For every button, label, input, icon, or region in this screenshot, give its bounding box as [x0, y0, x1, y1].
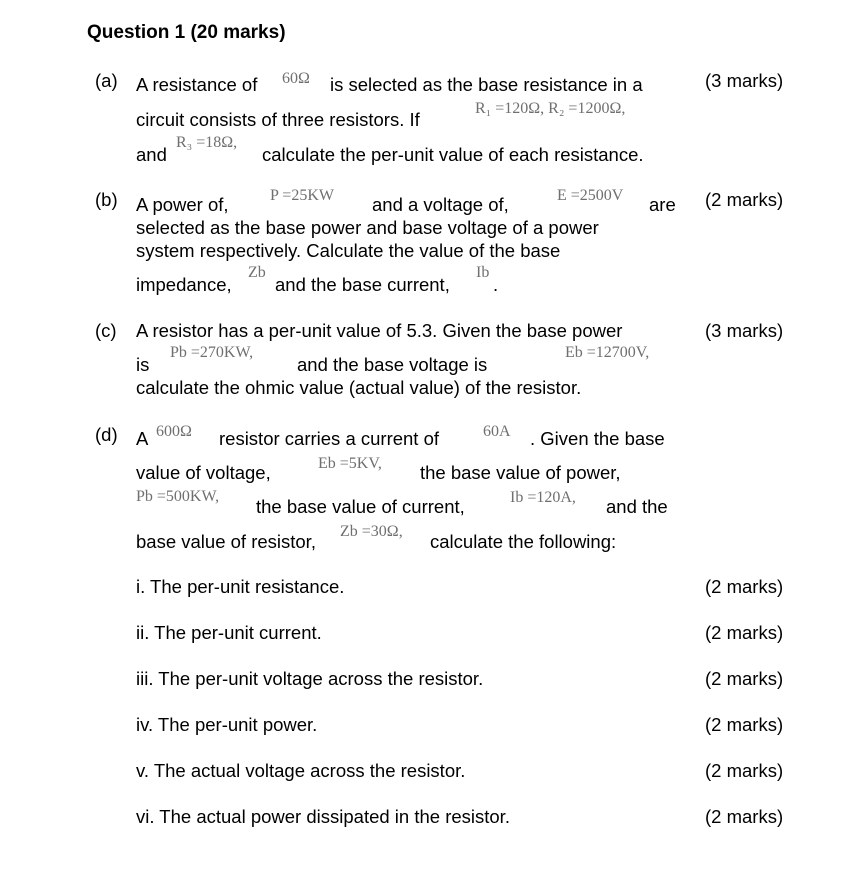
part-c-label: (c) — [95, 320, 117, 341]
part-c-math: Pb =270KW, — [170, 344, 254, 361]
sub-item-text: iii. The per-unit voltage across the resistor. — [136, 668, 484, 689]
sub-item-marks: (2 marks) — [705, 668, 784, 689]
sub-item-text: v. The actual voltage across the resistor. — [136, 760, 466, 781]
part-d-text: the base value of current, — [256, 496, 465, 517]
part-a-text: circuit consists of three resistors. If — [136, 109, 420, 130]
part-d-math: Eb =5KV, — [318, 455, 382, 472]
sub-item-marks: (2 marks) — [705, 576, 784, 597]
part-a-marks: (3 marks) — [705, 70, 784, 91]
sub-item-text: i. The per-unit resistance. — [136, 576, 345, 597]
part-a-label: (a) — [95, 70, 118, 91]
part-b-text: . — [493, 274, 499, 295]
part-b-text: impedance, — [136, 274, 232, 295]
part-a-text: and — [136, 144, 167, 165]
part-a-math: 60Ω — [282, 70, 310, 87]
page-title: Question 1 (20 marks) — [87, 22, 286, 43]
part-d-text: calculate the following: — [430, 531, 617, 552]
part-d-text: value of voltage, — [136, 462, 271, 483]
part-c-marks: (3 marks) — [705, 320, 784, 341]
part-a-text: calculate the per-unit value of each resistance. — [262, 144, 644, 165]
part-d-text: . Given the base — [530, 428, 665, 449]
sub-item-text: ii. The per-unit current. — [136, 622, 322, 643]
part-d-text: and the — [606, 496, 668, 517]
part-b-math: P =25KW — [270, 187, 334, 204]
part-c-math: Eb =12700V, — [565, 344, 650, 361]
sub-item-marks: (2 marks) — [705, 622, 784, 643]
part-b-marks: (2 marks) — [705, 189, 784, 210]
part-d-text: resistor carries a current of — [219, 428, 440, 449]
part-d-text: base value of resistor, — [136, 531, 316, 552]
part-c-text: is — [136, 354, 150, 375]
part-b-text: are — [649, 194, 676, 215]
part-d-math: Ib =120A, — [510, 489, 576, 506]
part-c-text: calculate the ohmic value (actual value) of the resistor. — [136, 377, 582, 398]
sub-item-marks: (2 marks) — [705, 760, 784, 781]
part-b-text: system respectively. Calculate the value of the base — [136, 240, 561, 261]
sub-item-text: vi. The actual power dissipated in the resistor. — [136, 806, 510, 827]
part-c-text: and the base voltage is — [297, 354, 488, 375]
part-d-math: 600Ω — [156, 423, 192, 440]
part-b-text: and a voltage of, — [372, 194, 509, 215]
part-c-text: A resistor has a per-unit value of 5.3. Given the base power — [136, 320, 623, 341]
sub-item-marks: (2 marks) — [705, 806, 784, 827]
part-a-math: R₁ =120Ω, R₂ =1200Ω, — [475, 100, 626, 117]
part-b-label: (b) — [95, 189, 118, 210]
part-a-text: is selected as the base resistance in a — [330, 74, 643, 95]
part-b-math: Ib — [476, 264, 490, 281]
part-d-text: the base value of power, — [420, 462, 621, 483]
part-d-math: Zb =30Ω, — [340, 523, 403, 540]
part-b-math: Zb — [248, 264, 266, 281]
part-d-text: A — [136, 428, 149, 449]
part-a-math: R₃ =18Ω, — [176, 134, 238, 151]
part-b-text: and the base current, — [275, 274, 450, 295]
part-d-math: 60A — [483, 423, 511, 440]
part-d-math: Pb =500KW, — [136, 488, 220, 505]
part-b-math: E =2500V — [557, 187, 624, 204]
sub-item-marks: (2 marks) — [705, 714, 784, 735]
part-d-label: (d) — [95, 424, 118, 445]
part-b-text: A power of, — [136, 194, 229, 215]
part-a-text: A resistance of — [136, 74, 258, 95]
part-b-text: selected as the base power and base voltage of a power — [136, 217, 599, 238]
sub-item-text: iv. The per-unit power. — [136, 714, 318, 735]
